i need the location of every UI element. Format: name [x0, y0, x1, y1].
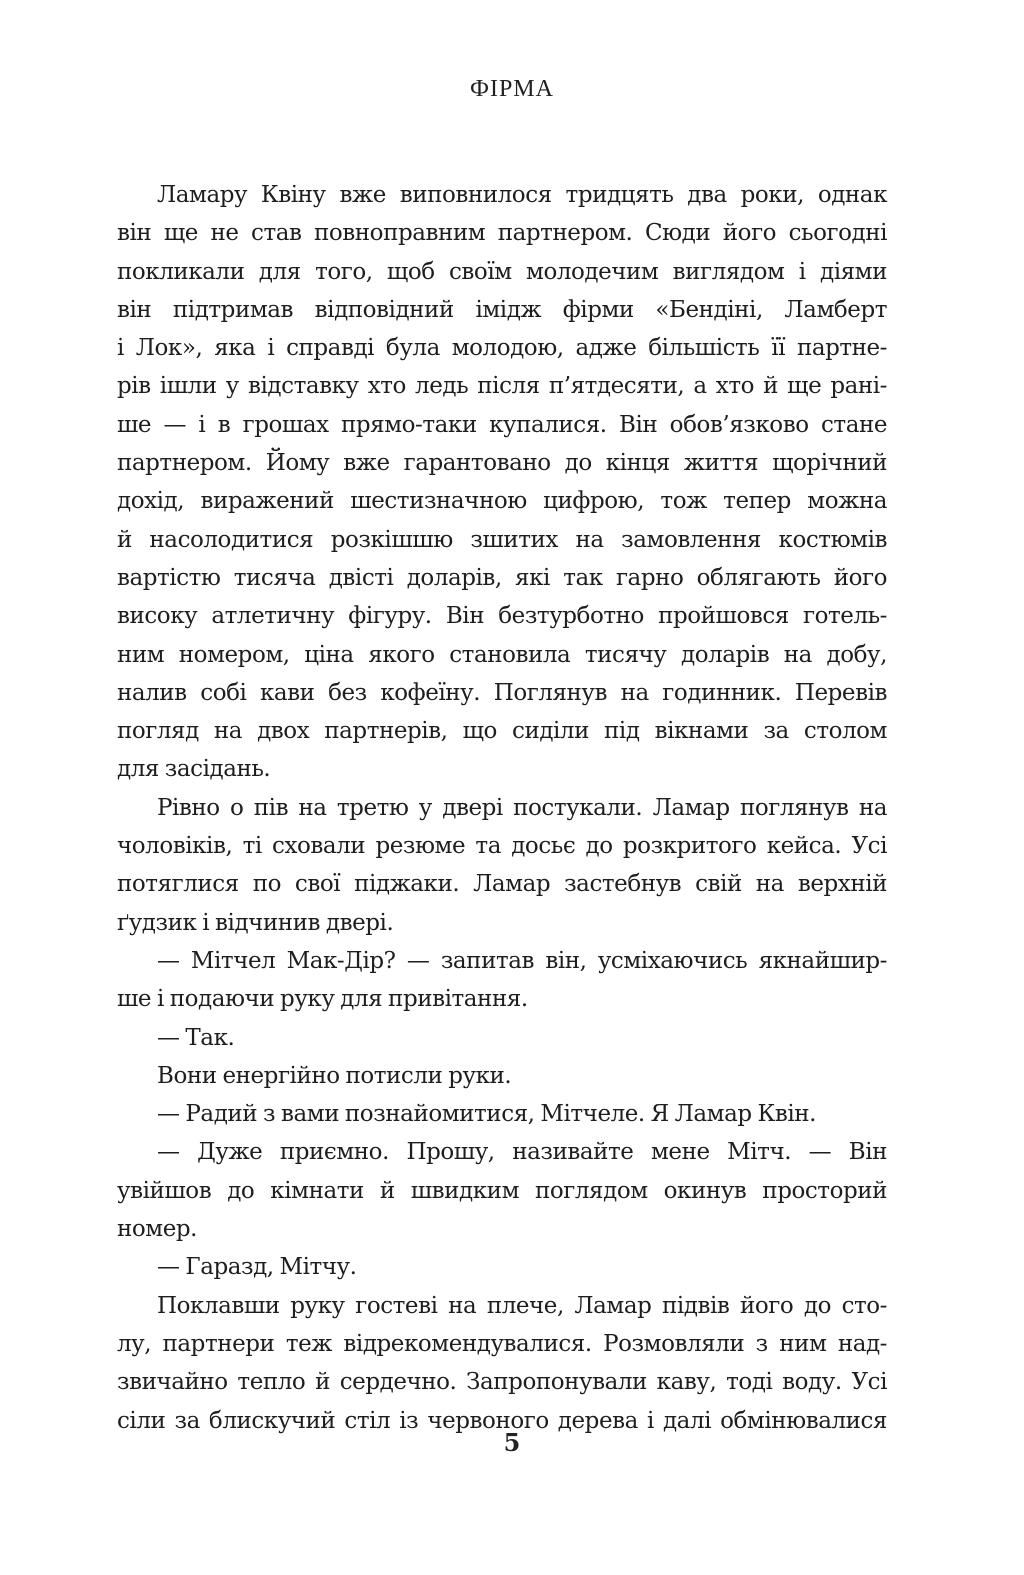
text-line: налив собі кави без кофеїну. Поглянув на годинник. Перевів: [117, 679, 887, 706]
text-line: він підтримав відповідний імідж фірми «Бендіні, Ламберт: [117, 296, 887, 323]
text-line: дохід, виражений шестизначною цифрою, тож тепер можна: [117, 488, 887, 515]
text-line: Поклавши руку гостеві на плече, Ламар підвів його до сто-: [157, 1292, 887, 1319]
text-line: — Дуже приємно. Прошу, називайте мене Мітч. — Він: [157, 1139, 887, 1166]
body-text: [117, 176, 887, 1440]
text-line: рів ішли у відставку хто ледь після п’ятдесяти, а хто й ще рані-: [117, 373, 887, 400]
text-line: — Так.: [157, 1024, 235, 1051]
text-line: звичайно тепло й сердечно. Запропонували каву, тоді воду. Усі: [117, 1369, 887, 1396]
text-line: — Радий з вами познайомитися, Мітчеле. Я Ламар Квін.: [157, 1101, 816, 1128]
text-line: ше і подаючи руку для привітання.: [117, 986, 528, 1013]
text-line: партнером. Йому вже гарантовано до кінця життя щорічний: [117, 450, 887, 477]
running-title: ФІРМА: [470, 76, 554, 102]
text-line: і Лок», яка і справді була молодою, адже більшість її партне-: [117, 335, 887, 362]
text-line: чоловіків, ті сховали резюме та досьє до розкритого кейса. Усі: [117, 833, 887, 860]
text-line: Рівно о пів на третю у двері постукали. Ламар поглянув на: [157, 794, 887, 821]
text-line: ше — і в грошах прямо-таки купалися. Він обов’язково стане: [117, 411, 887, 438]
text-line: увійшов до кімнати й швидким поглядом окинув просторий: [117, 1177, 887, 1204]
text-line: вартістю тисяча двісті доларів, які так гарно облягають його: [117, 564, 887, 591]
text-line: ним номером, ціна якого становила тисячу доларів на добу,: [117, 641, 887, 668]
text-line: покликали для того, щоб своїм молодечим виглядом і діями: [117, 258, 887, 285]
text-line: номер.: [117, 1216, 198, 1243]
text-line: сіли за блискучий стіл із червоного дерева і далі обмінювалися: [117, 1407, 887, 1434]
text-line: й насолодитися розкішшю зшитих на замовлення костюмів: [117, 526, 887, 553]
text-line: погляд на двох партнерів, що сиділи під вікнами за столом: [117, 718, 887, 745]
text-line: — Гаразд, Мітчу.: [157, 1254, 357, 1281]
page-number: 5: [503, 1428, 521, 1457]
text-line: для засідань.: [117, 756, 271, 783]
text-line: ґудзик і відчинив двері.: [117, 909, 394, 936]
text-line: — Мітчел Мак-Дір? — запитав він, усміхаючись якнайшир-: [157, 947, 887, 974]
text-line: Ламару Квіну вже виповнилося тридцять два роки, однак: [157, 182, 887, 208]
text-line: потяглися по свої піджаки. Ламар застебнув свій на верхній: [117, 871, 887, 898]
text-line: Вони енергійно потисли руки.: [157, 1062, 512, 1089]
text-line: високу атлетичну фігуру. Він безтурботно пройшовся готель-: [117, 603, 887, 630]
text-line: лу, партнери теж відрекомендувалися. Розмовляли з ним над-: [117, 1330, 887, 1357]
text-line: він ще не став повноправним партнером. Сюди його сьогодні: [117, 220, 887, 247]
